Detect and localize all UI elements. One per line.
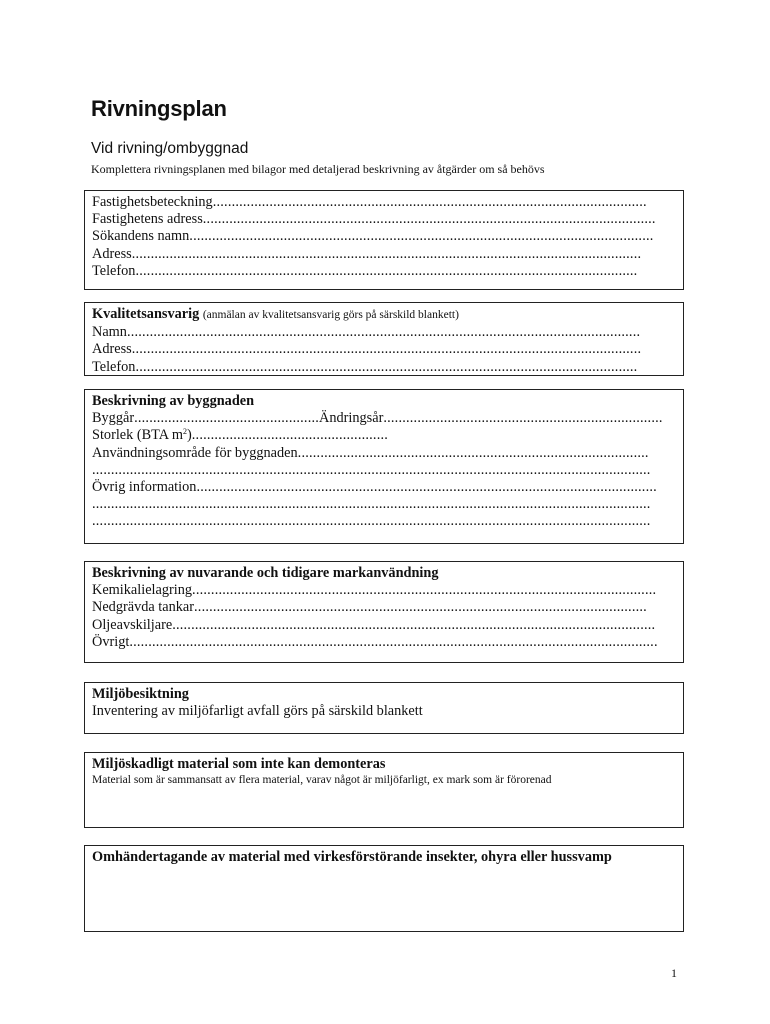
blank-line[interactable]: .................................................................................................................................................... — [92, 461, 651, 478]
field-quality-address[interactable]: Adress....................................................................................................................................... — [92, 341, 642, 358]
instruction-text: Komplettera rivningsplanen med bilagor med detaljerad beskrivning av åtgärder om så behövs — [91, 162, 545, 176]
blank-line[interactable]: .................................................................................................................................................... — [92, 513, 651, 530]
field-property-designation[interactable]: Fastighetsbeteckning................................................................................................................... — [92, 194, 647, 210]
field-address[interactable]: Adress....................................................................................................................................... — [92, 245, 642, 262]
hazardous-heading: Miljöskadligt material som inte kan demonteras — [92, 756, 386, 772]
quality-heading: Kvalitetsansvarig (anmälan av kvalitetsansvarig görs på särskild blankett) — [92, 306, 459, 322]
field-other[interactable]: Övrigt............................................................................................................................................ — [92, 633, 658, 650]
page-title: Rivningsplan — [91, 96, 227, 121]
quality-section — [84, 302, 684, 376]
field-buried-tanks[interactable]: Nedgrävda tankar........................................................................................................................ — [92, 599, 647, 616]
insects-section[interactable] — [84, 845, 684, 932]
page-subtitle: Vid rivning/ombyggnad — [91, 140, 249, 157]
blank-line[interactable]: .................................................................................................................................................... — [92, 496, 651, 513]
field-phone[interactable]: Telefon..................................................................................................................................... — [92, 262, 638, 279]
building-section — [84, 389, 684, 544]
field-applicant-name[interactable]: Sökandens namn........................................................................................................................... — [92, 228, 654, 245]
field-year-built[interactable]: Byggår.................................................Ändringsår.......................................................................... — [92, 410, 663, 427]
field-chemical-storage[interactable]: Kemikalielagring........................................................................................................................... — [92, 582, 657, 599]
field-quality-phone[interactable]: Telefon..................................................................................................................................... — [92, 358, 638, 375]
hazardous-text: Material som är sammansatt av flera material, varav något är miljöfarligt, ex mark som är förorenad — [92, 774, 552, 787]
building-heading: Beskrivning av byggnaden — [92, 393, 255, 409]
field-size[interactable]: Storlek (BTA $m^2$).................................................... — [92, 427, 389, 444]
hazardous-section[interactable] — [84, 752, 684, 828]
environment-heading: Miljöbesiktning — [92, 686, 189, 702]
page-number: 1 — [671, 966, 677, 980]
environment-text: Inventering av miljöfarligt avfall görs på särskild blankett — [92, 703, 423, 720]
property-section — [84, 190, 684, 290]
insects-heading: Omhändertagande av material med virkesförstörande insekter, ohyra eller hussvamp — [92, 849, 612, 865]
field-year-changed[interactable]: Ändringsår — [319, 410, 384, 427]
field-other-info[interactable]: Övrig information.......................................................................................................................... — [92, 479, 657, 496]
environment-section[interactable] — [84, 682, 684, 734]
field-oil-separator[interactable]: Oljeavskiljare................................................................................................................................ — [92, 616, 656, 633]
field-quality-name[interactable]: Namn........................................................................................................................................ — [92, 324, 641, 341]
field-property-address[interactable]: Fastighetens adress........................................................................................................................ — [92, 211, 656, 228]
quality-note: (anmälan av kvalitetsansvarig görs på särskild blankett) — [202, 309, 459, 321]
land-use-section — [84, 561, 684, 663]
field-usage[interactable]: Användningsområde för byggnaden............................................................................................. — [92, 444, 649, 461]
land-use-heading: Beskrivning av nuvarande och tidigare markanvändning — [92, 565, 439, 581]
